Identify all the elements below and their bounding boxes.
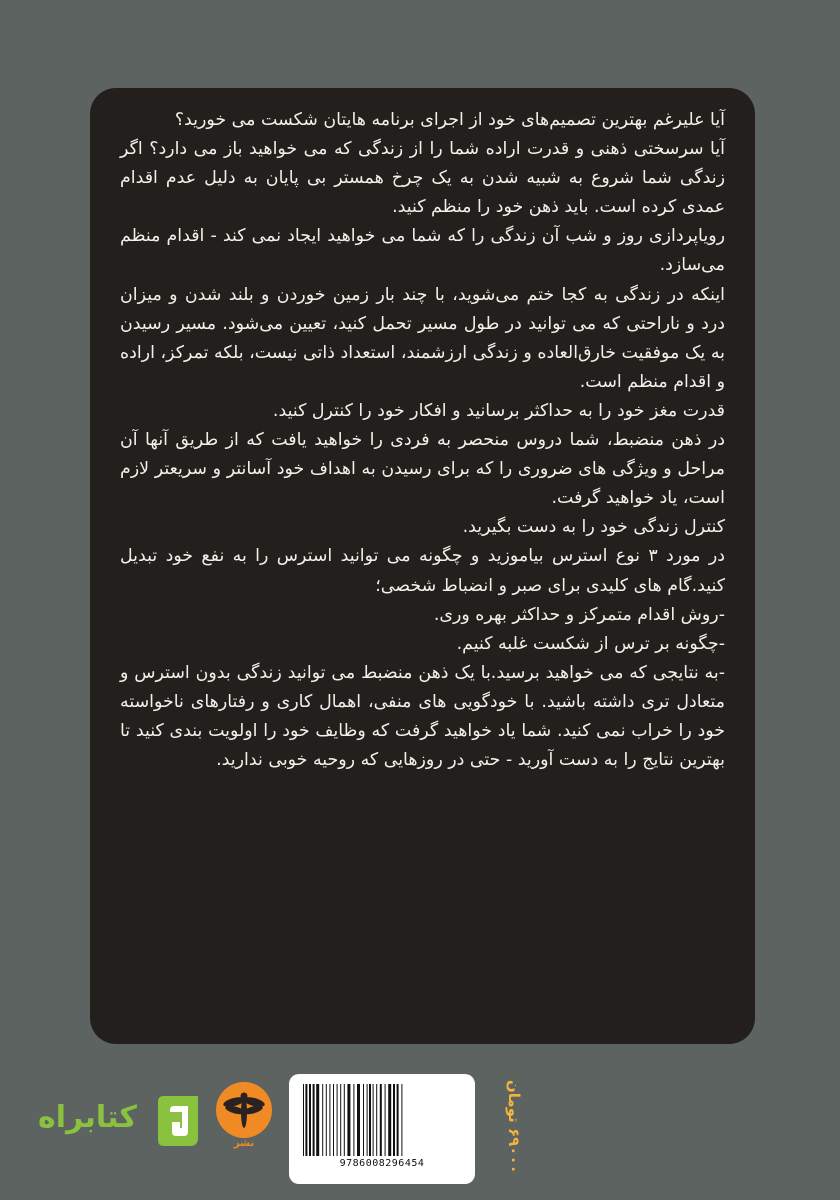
- barcode-bar: [388, 1084, 391, 1156]
- barcode-bar: [326, 1084, 327, 1156]
- barcode-bar: [369, 1084, 371, 1156]
- price-label: ۶۹۰۰۰ تومان: [505, 1080, 523, 1174]
- barcode-bar: [337, 1084, 338, 1156]
- barcode-bar: [373, 1084, 374, 1156]
- barcode-bar: [305, 1084, 307, 1156]
- barcode-bar: [380, 1084, 382, 1156]
- barcode-bar: [340, 1084, 341, 1156]
- barcode-bar: [357, 1084, 360, 1156]
- barcode-bar: [344, 1084, 345, 1156]
- blurb-paragraph-1: آیا علیرغم بهترین تصمیم‌های خود از اجرای برنامه هایتان شکست می خورید؟: [174, 110, 725, 130]
- blurb-paragraph-7: کنترل زندگی خود را به دست بگیرید.: [462, 517, 725, 538]
- barcode-bar: [385, 1084, 386, 1156]
- blurb-paragraph-10: -چگونه بر ترس از شکست غلبه کنیم.: [456, 633, 725, 654]
- publisher-name: نشر: [233, 1138, 255, 1149]
- barcode-bar: [316, 1084, 319, 1156]
- isbn-barcode: [289, 1074, 475, 1184]
- barcode-bar: [393, 1084, 395, 1156]
- blurb-paragraph-9: -روش اقدام متمرکز و حداکثر بهره وری.: [433, 604, 725, 625]
- blurb-paragraph-8: در مورد ۳ نوع استرس بیاموزید و چگونه می توانید استرس را به نفع خود تبدیل کنید.گام های کلیدی برای صبر و انضباط شخصی؛: [120, 546, 725, 596]
- blurb-paragraph-4: اینکه در زندگی به کجا ختم می‌شوید، با چند بار زمین خوردن و بلند شدن و میزان درد و ناراحتی که می توانید در طول مسیر تحمل کنید، تعیین می‌شود. مسیر رسیدن به یک موفقیت خارق‌العاده و زندگی ارزشمند، استعداد ذاتی نیست، بلکه تمرکز، اراده و اقدام منظم است.: [120, 284, 725, 392]
- back-cover-text-panel: [90, 88, 755, 1044]
- barcode-bar: [333, 1084, 334, 1156]
- blurb-paragraph-6: در ذهن منضبط، شما دروس منحصر به فردی را خواهید یافت که از طریق آنها آن مراحل و ویژگی های ضروری را که برای رسیدن به اهداف خود آسانتر و سریعتر لازم است، یاد خواهید گرفت.: [120, 430, 725, 509]
- barcode-bar: [322, 1084, 323, 1156]
- blurb-paragraph-3: رویاپردازی روز و شب آن زندگی را که شما می خواهید ایجاد نمی کند - اقدام منظم می‌سازد.: [120, 226, 725, 276]
- barcode-bars: [301, 1084, 463, 1156]
- isbn-number: 9786008296454: [339, 1158, 425, 1169]
- barcode-bar: [309, 1084, 311, 1156]
- barcode-bar: [363, 1084, 364, 1156]
- ketabrah-logo-icon: [150, 1092, 206, 1150]
- blurb-text: [120, 106, 725, 775]
- store-wordmark: کتابراه: [38, 1100, 137, 1135]
- barcode-bar: [347, 1084, 350, 1156]
- barcode-bar: [303, 1084, 304, 1156]
- blurb-paragraph-11: -به نتایجی که می خواهید برسید.با یک ذهن منضبط می توانید زندگی بدون استرس و متعادل تری داشته باشید. با خودگویی های منفی، اهمال کاری و رفتارهای ناخواسته خود را خراب نمی کنید. شما یاد خواهید گرفت که وظایف خود را اولویت بندی کنید تا بهترین نتایج را به دست آورید - حتی در روزهایی که روحیه خوبی ندارید.: [120, 662, 725, 771]
- blurb-paragraph-5: قدرت مغز خود را به حداکثر برسانید و افکار خود را کنترل کنید.: [272, 400, 725, 421]
- barcode-bar: [367, 1084, 368, 1156]
- barcode-bar: [376, 1084, 377, 1156]
- blurb-paragraph-2: آیا سرسختی ذهنی و قدرت اراده شما را از زندگی که می خواهید باز می دارد؟ اگر زندگی شما شروع به شبیه شدن به یک چرخ همستر بی پایان به دلیل عدم اقدام عمدی کرده است. باید ذهن خود را منظم کنید.: [120, 139, 725, 218]
- barcode-bar: [353, 1084, 354, 1156]
- dragonfly-icon: [216, 1082, 272, 1138]
- barcode-bar: [401, 1084, 402, 1156]
- barcode-bar: [397, 1084, 399, 1156]
- barcode-bar: [313, 1084, 315, 1156]
- barcode-bar: [329, 1084, 330, 1156]
